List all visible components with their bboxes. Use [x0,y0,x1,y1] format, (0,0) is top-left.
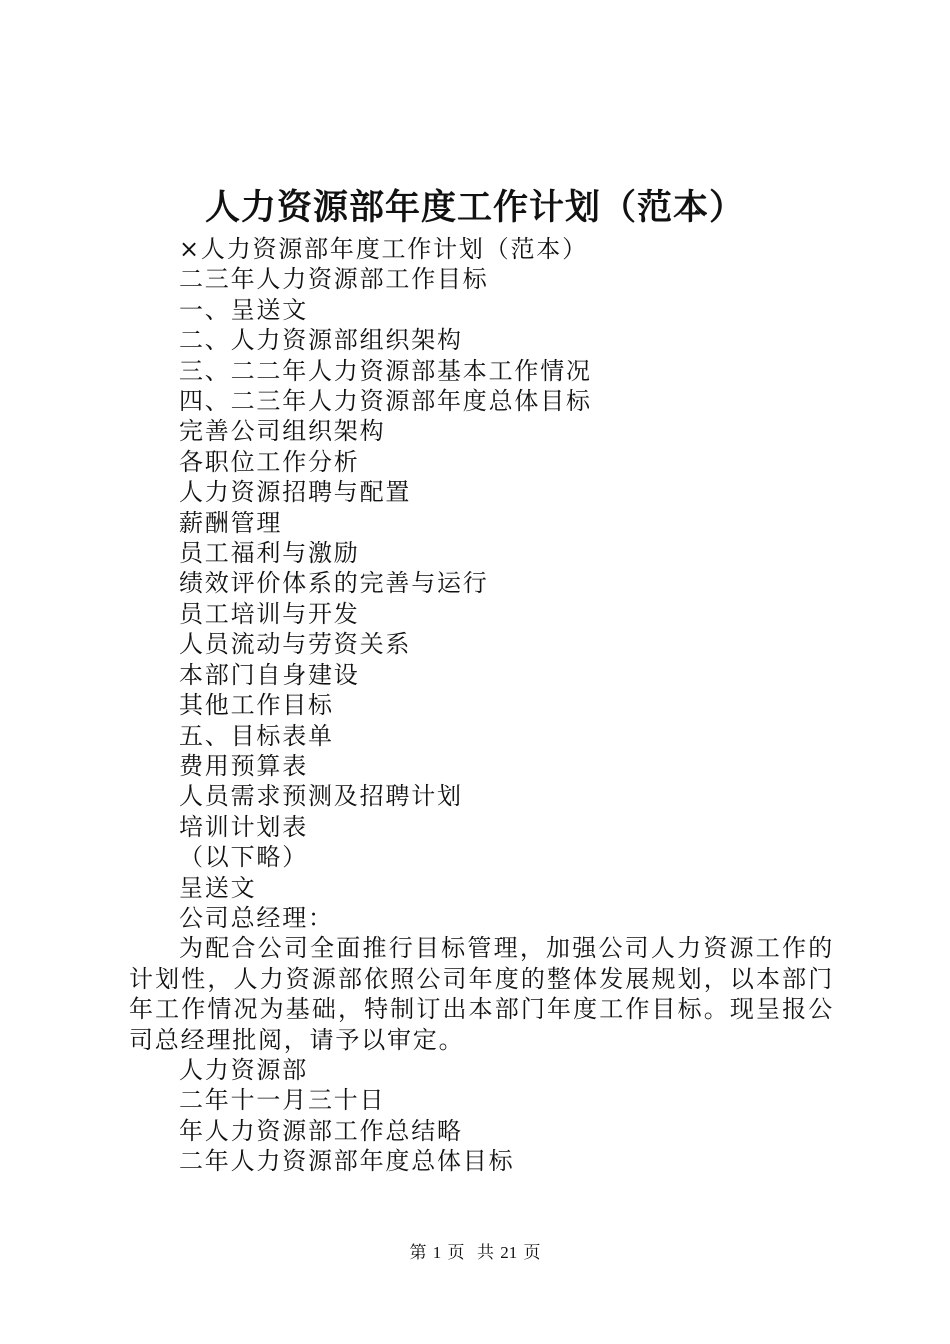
document-line: 员工培训与开发 [179,599,360,628]
document-line: 二年人力资源部年度总体目标 [179,1147,515,1176]
document-line: 一、呈送文 [179,295,308,324]
document-line: 人员流动与劳资关系 [179,630,412,659]
document-line: 费用预算表 [179,751,308,780]
document-line: 完善公司组织架构 [179,417,386,446]
document-title: 人力资源部年度工作计划（范本） [204,187,745,228]
document-line: 绩效评价体系的完善与运行 [179,569,489,598]
document-line: 二、人力资源部组织架构 [179,326,463,355]
document-line: 各职位工作分析 [179,447,360,476]
document-line: 薪酬管理 [179,508,283,537]
document-line: 四、二三年人力资源部年度总体目标 [179,387,592,416]
document-body [129,234,834,1177]
page-total: 共 21 页 [477,1243,541,1262]
document-line: 人力资源招聘与配置 [179,478,412,507]
document-line: 本部门自身建设 [179,660,360,689]
document-line: 其他工作目标 [179,691,334,720]
document-line: 培训计划表 [179,812,308,841]
document-line: 二三年人力资源部工作目标 [179,265,489,294]
document-line: 员工福利与激励 [179,539,360,568]
document-line: 五、目标表单 [179,721,334,750]
page-number: 第 1 页 [409,1243,465,1262]
document-line: ×人力资源部年度工作计划（范本） [179,235,588,263]
page-footer [0,1240,950,1266]
memo-paragraph: 为配合公司全面推行目标管理，加强公司人力资源工作的计划性，人力资源部依照公司年度的整体发展规划，以本部门年工作情况为基础，特制订出本部门年度工作目标。现呈报公司总经理批阅，请予以审定。 [129,934,834,1054]
document-line: （以下略） [179,843,308,872]
outline-lines [129,234,834,933]
document-line: 人员需求预测及招聘计划 [179,782,463,811]
document-line: 呈送文 [179,873,257,902]
closing-lines [129,1055,834,1177]
document-line: 年人力资源部工作总结略 [179,1116,463,1145]
document-line: 公司总经理： [179,903,334,932]
document-line: 人力资源部 [179,1055,308,1084]
document-line: 二年十一月三十日 [179,1086,386,1115]
document-line: 三、二二年人力资源部基本工作情况 [179,356,592,385]
